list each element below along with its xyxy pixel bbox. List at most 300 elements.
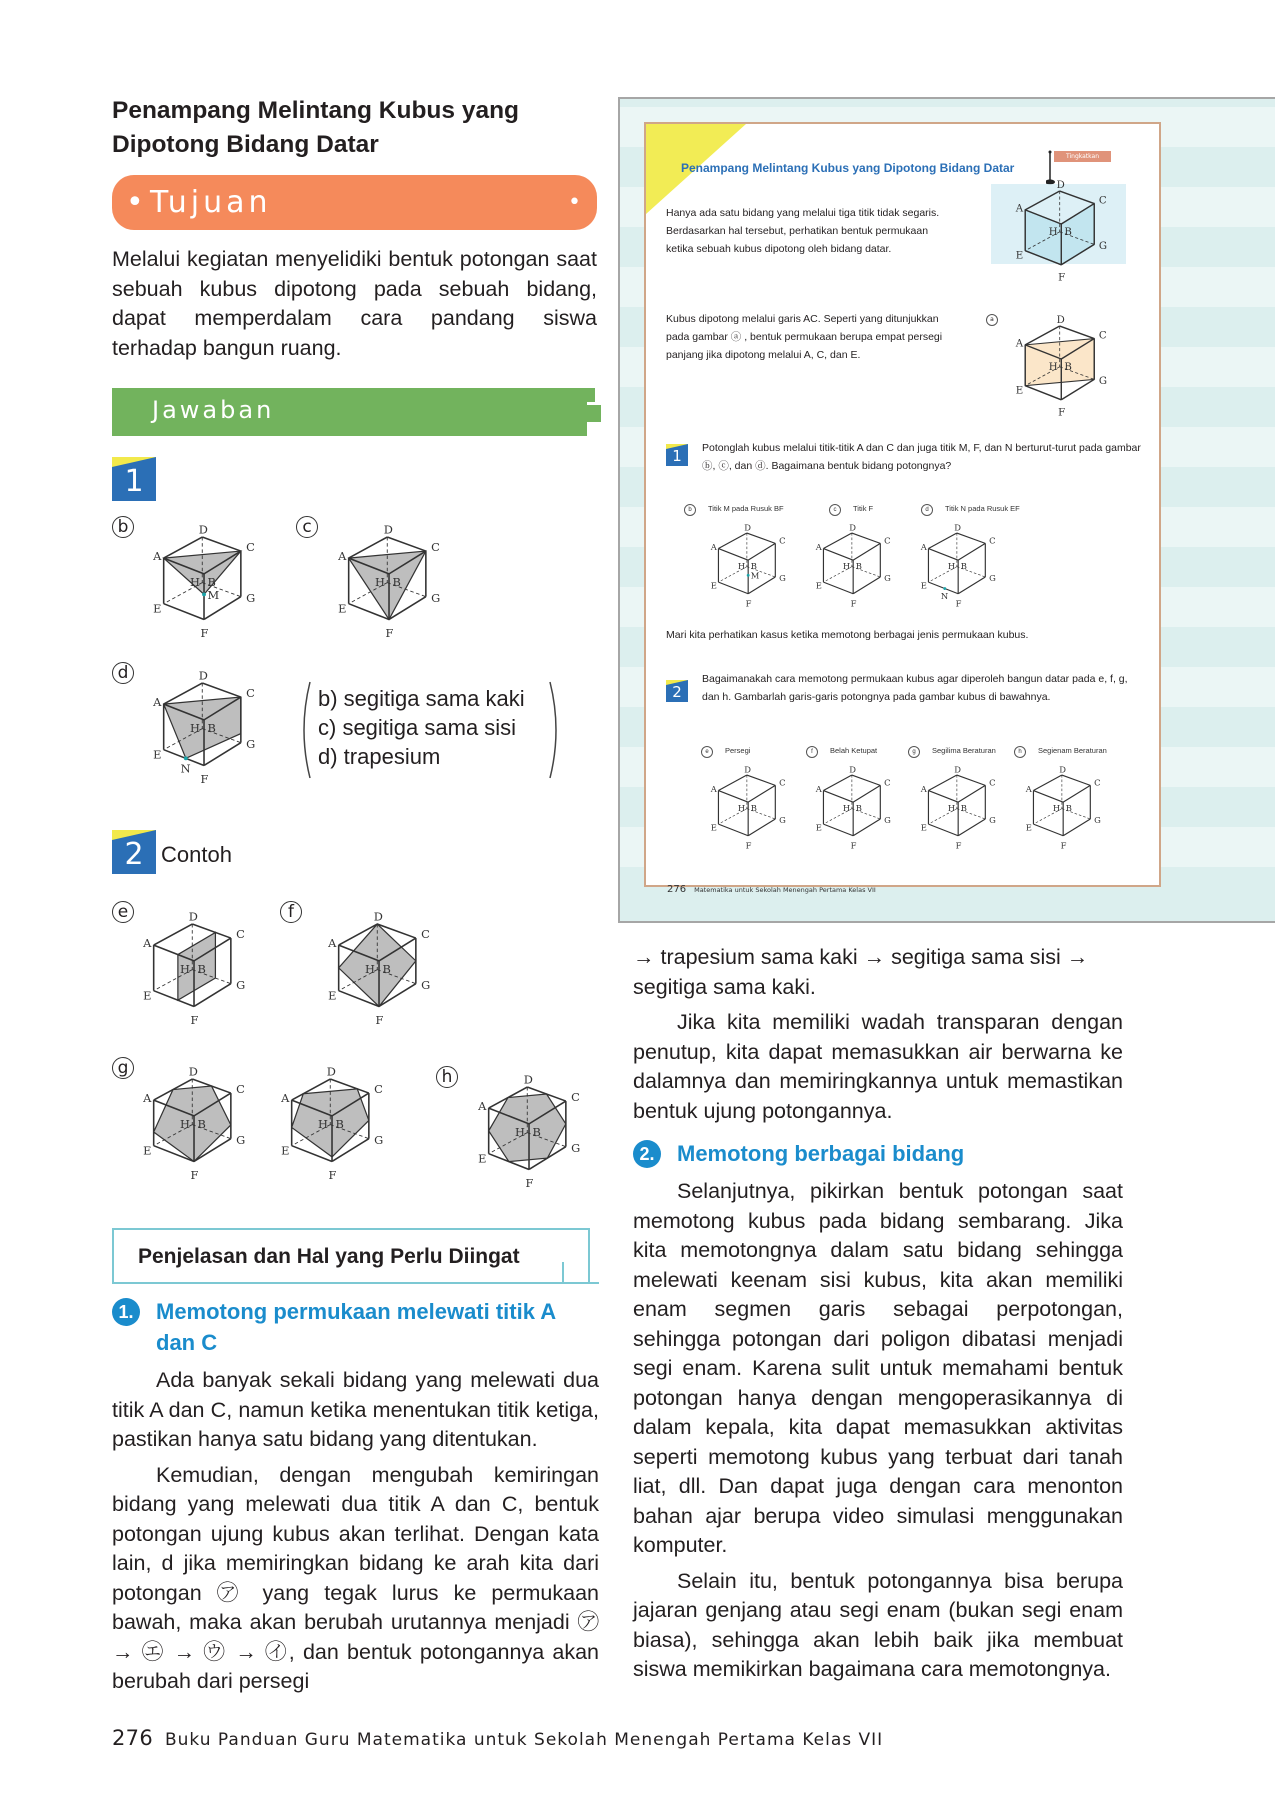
point-label-n: N <box>180 761 191 776</box>
vertex-label-g: G <box>571 1140 581 1155</box>
inset-footer-text: Matematika untuk Sekolah Menengah Pertama Kelas VII <box>694 886 876 894</box>
figure-label-h: h <box>436 1066 458 1088</box>
vertex-label-e: E <box>1015 385 1024 397</box>
vertex-label-g: G <box>421 977 431 992</box>
vertex-label-e: E <box>920 580 927 591</box>
cube-drawing <box>1004 309 1108 419</box>
cube-edge <box>202 683 241 697</box>
vertex-label-f: F <box>955 598 962 609</box>
vertex-label-b: B <box>1065 803 1072 814</box>
vertex-label-d: D <box>744 522 752 533</box>
vertex-label-a: A <box>281 1090 290 1105</box>
vertex-label-g: G <box>1098 241 1108 253</box>
vertex-label-c: C <box>779 535 786 546</box>
vertex-label-e: E <box>143 1143 152 1158</box>
caption-text: Titik N pada Rusuk EF <box>945 504 1020 513</box>
page-title: Penampang Melintang Kubus yang Dipotong Bidang Datar <box>112 97 520 158</box>
vertex-label-g: G <box>374 1132 384 1147</box>
vertex-label-h: H <box>1052 803 1061 814</box>
cube-edge <box>957 775 985 785</box>
vertex-label-h: H <box>737 803 746 814</box>
cube-edge <box>852 775 880 785</box>
vertex-label-c: C <box>989 777 996 788</box>
vertex-label-c: C <box>236 927 245 942</box>
cube-drawing <box>1004 174 1108 284</box>
cube-edge <box>852 533 880 543</box>
cube-edge <box>853 543 880 560</box>
vertex-label-e: E <box>281 1143 290 1158</box>
cube-figure-c <box>325 518 439 641</box>
cube-edge <box>747 533 775 543</box>
cube-edge <box>823 582 853 594</box>
section-1-heading <box>112 1296 599 1358</box>
vertex-label-f: F <box>1058 407 1066 419</box>
question-number-1 <box>112 457 156 501</box>
cross-section <box>349 551 426 619</box>
section-2-title: Memotong berbagai bidang <box>677 1141 965 1166</box>
vertex-label-h: H <box>947 803 956 814</box>
cube-drawing <box>465 1068 581 1191</box>
bracket-left <box>298 680 312 780</box>
cross-section <box>489 1094 566 1162</box>
vertex-label-b: B <box>382 962 391 977</box>
question-number-2 <box>112 830 156 874</box>
inset-footer <box>667 884 876 895</box>
vertex-label-a: A <box>478 1098 487 1113</box>
figure-label-g: g <box>112 1057 134 1079</box>
vertex-label-c: C <box>779 777 786 788</box>
cube-edge <box>928 533 956 549</box>
vertex-label-c: C <box>246 686 255 701</box>
cube-edge <box>1063 785 1090 802</box>
inset-caption-b <box>684 504 784 516</box>
vertex-label-g: G <box>431 590 441 605</box>
vertex-label-h: H <box>364 962 375 977</box>
cube-drawing <box>701 761 785 849</box>
vertex-label-e: E <box>710 580 717 591</box>
vertex-label-e: E <box>1015 250 1024 262</box>
inset-figure-label-a: a <box>986 314 998 326</box>
right-paragraph-2: Selanjutnya, pikirkan bentuk potongan saat memotong kubus pada bidang sembarang. Jika kita memotongnya dalam satu bidang sehingga melewati keenam sisi kubus, kita akan memiliki enam segmen garis sebagai perpotongan, sehingga potongan dari poligon dibatasi menjadi segi enam. Karena sulit untuk memahami bentuk potongan hanya dengan mengoperasikannya di dalam kepala, kita dapat memasukkan aktivitas seperti memotong kubus yang terbuat dari tanah liat, dll. Dan dapat juga dengan cara menonton bahan ajar berupa video simulasi menggunakan komputer. <box>633 1179 1123 1557</box>
vertex-label-h: H <box>374 575 385 590</box>
vertex-label-b: B <box>197 962 206 977</box>
vertex-label-c: C <box>571 1090 580 1105</box>
inset-question-1: Potonglah kubus melalui titik-titik A dan C dan juga titik M, F, dan N berturut-turut pada gambar ⓑ, ⓒ, dan ⓓ. Bagaimana bentuk bidang potongnya? <box>702 442 1141 472</box>
page-footer <box>112 1726 883 1750</box>
vertex-label-a: A <box>328 935 337 950</box>
cube-edge <box>1033 791 1063 803</box>
vertex-label-b: B <box>750 561 757 572</box>
inset-cube-photo <box>1004 174 1106 284</box>
inset-cube-e <box>701 761 785 853</box>
vertex-label-e: E <box>815 822 822 833</box>
vertex-label-g: G <box>884 814 891 825</box>
jawaban-banner <box>112 388 587 436</box>
inset-question-number-1 <box>666 444 688 466</box>
vertex-label-e: E <box>920 822 927 833</box>
vertex-label-h: H <box>179 1117 190 1132</box>
point-marker <box>943 587 946 590</box>
vertex-label-c: C <box>1094 777 1101 788</box>
figure-label-e: e <box>112 901 134 923</box>
answer-d: d) trapesium <box>318 744 441 769</box>
vertex-label-d: D <box>383 522 393 537</box>
vertex-label-d: D <box>849 764 857 775</box>
vertex-label-a: A <box>338 548 347 563</box>
right-paragraph-3: Selain itu, bentuk potongannya bisa berupa jajaran genjang atau segi enam (bukan segi enam biasa), sehingga akan lebih baik jika membuat siswa memikirkan bagaimana cara memotongnya. <box>633 1568 1123 1681</box>
vertex-label-g: G <box>1094 814 1101 825</box>
inset-cube-d <box>911 519 995 611</box>
cube-edge <box>823 533 851 549</box>
banner-decoration <box>587 388 595 402</box>
vertex-label-c: C <box>246 540 255 555</box>
inset-cube-b <box>701 519 785 611</box>
cube-edge <box>823 775 851 791</box>
vertex-label-a: A <box>1025 783 1032 794</box>
vertex-label-f: F <box>200 626 209 641</box>
vertex-label-e: E <box>815 580 822 591</box>
circle-label: d <box>921 504 933 516</box>
vertex-label-f: F <box>385 626 394 641</box>
vertex-label-g: G <box>989 572 996 583</box>
vertex-label-g: G <box>246 590 256 605</box>
vertex-label-b: B <box>1064 361 1072 373</box>
vertex-label-d: D <box>523 1072 533 1087</box>
banner-decoration <box>587 405 601 422</box>
cube-edge <box>748 785 775 802</box>
vertex-label-d: D <box>326 1064 336 1079</box>
cube-edge <box>958 785 985 802</box>
inset-question-2: Bagaimanakah cara memotong permukaan kubus agar diperoleh bangun datar pada e, f, g, dan h. Gambarlah garis-garis potongnya pada gambar kubus di bawahnya. <box>702 673 1128 703</box>
cube-drawing <box>130 905 246 1028</box>
vertex-label-f: F <box>850 840 857 851</box>
vertex-label-a: A <box>153 548 162 563</box>
cube-drawing <box>140 664 256 787</box>
point-label-m: M <box>207 587 220 602</box>
cube-edge <box>1060 326 1095 339</box>
inset-cube-f <box>806 761 890 853</box>
vertex-label-d: D <box>954 764 962 775</box>
vertex-label-g: G <box>246 736 256 751</box>
cube-drawing <box>140 518 256 641</box>
figure-label-c: c <box>296 516 318 538</box>
cube-drawing <box>315 905 431 1028</box>
vertex-label-d: D <box>198 522 208 537</box>
vertex-label-f: F <box>190 1168 199 1183</box>
vertex-label-c: C <box>431 540 440 555</box>
inset-caption-d <box>921 504 1020 516</box>
vertex-label-g: G <box>236 1132 246 1147</box>
vertex-label-f: F <box>525 1176 534 1191</box>
inset-cube-a <box>1004 309 1106 419</box>
figure-label-b: b <box>112 516 134 538</box>
caption-text: Persegi <box>725 746 751 755</box>
cube-figure-g-1 <box>130 1060 244 1183</box>
note-box-title: Penjelasan dan Hal yang Perlu Diingat <box>112 1228 590 1284</box>
cube-edge <box>718 775 746 791</box>
vertex-label-b: B <box>392 575 401 590</box>
vertex-label-a: A <box>815 783 822 794</box>
vertex-label-h: H <box>842 803 851 814</box>
answer-b: b) segitiga sama kaki <box>318 686 525 711</box>
inset-border <box>618 97 620 923</box>
inset-title: Penampang Melintang Kubus yang Dipotong Bidang Datar <box>681 161 1015 175</box>
answer-c: c) segitiga sama sisi <box>318 715 517 740</box>
vertex-label-h: H <box>189 721 200 736</box>
cube-edge <box>154 924 193 945</box>
cube-drawing <box>911 761 995 849</box>
cube-edge <box>718 791 748 803</box>
vertex-label-c: C <box>989 535 996 546</box>
vertex-label-h: H <box>514 1125 525 1140</box>
cube-figure-d <box>140 664 254 787</box>
vertex-label-b: B <box>207 575 216 590</box>
cube-edge <box>853 819 880 836</box>
vertex-label-f: F <box>745 840 752 851</box>
vertex-label-g: G <box>989 814 996 825</box>
cube-drawing <box>130 1060 246 1183</box>
vertex-label-f: F <box>745 598 752 609</box>
tujuan-label: Tujuan <box>150 185 272 220</box>
cube-edge <box>387 537 426 551</box>
vertex-label-h: H <box>179 962 190 977</box>
vertex-label-a: A <box>143 935 152 950</box>
student-book-page <box>644 122 1161 887</box>
vertex-label-e: E <box>153 747 162 762</box>
cube-edge <box>853 785 880 802</box>
circle-label: g <box>908 746 920 758</box>
vertex-label-f: F <box>955 840 962 851</box>
section-2-number: 2. <box>633 1140 661 1168</box>
section-1-paragraph-2: Kemudian, dengan mengubah kemiringan bidang yang melewati dua titik A dan C, bentuk potongan ujung kubus akan terlihat. Dengan kata lain, d jika memiringkan bidang ke arah kita dari potongan ㋐ yang tegak lurus ke permukaan bawah, maka akan berubah urutannya menjadi ㋐ → ㋓ → ㋒ → ㋑, dan bentuk potongannya akan berubah dari persegi <box>112 1462 599 1693</box>
cube-edge <box>958 543 985 560</box>
inset-border <box>618 921 1275 923</box>
vertex-label-d: D <box>954 522 962 533</box>
vertex-label-d: D <box>1059 764 1067 775</box>
section-2-heading <box>633 1138 1123 1169</box>
vertex-label-c: C <box>884 535 891 546</box>
cube-edge <box>202 537 241 551</box>
q-num: 2 <box>672 683 682 701</box>
tujuan-banner <box>112 175 597 230</box>
cube-edge <box>1063 819 1090 836</box>
inset-paragraph-1: Hanya ada satu bidang yang melalui tiga titik tidak segaris. Berdasarkan hal tersebut, perhatikan bentuk permukaan ketika sebuah kubus dipotong oleh bidang datar. <box>666 207 940 255</box>
figure-label-d: d <box>112 662 134 684</box>
point-label-n: N <box>940 590 949 601</box>
point-marker <box>202 592 206 596</box>
bullet-icon: • <box>568 190 585 215</box>
circle-label: b <box>684 504 696 516</box>
cube-edge <box>1025 191 1060 210</box>
vertex-label-h: H <box>317 1117 328 1132</box>
vertex-label-e: E <box>1025 822 1032 833</box>
inset-caption-e <box>701 746 750 758</box>
q1-number-text: 1 <box>124 464 144 499</box>
vertex-label-d: D <box>849 522 857 533</box>
vertex-label-b: B <box>335 1117 344 1132</box>
circle-label: h <box>1014 746 1026 758</box>
bracket-right <box>548 680 562 780</box>
contoh-label: Contoh <box>161 842 232 867</box>
divider <box>112 1282 599 1284</box>
vertex-label-b: B <box>750 803 757 814</box>
vertex-label-d: D <box>188 1064 198 1079</box>
cube-drawing <box>806 761 890 849</box>
inset-cube-h <box>1016 761 1100 853</box>
cube-edge <box>747 775 775 785</box>
cube-drawing <box>325 518 441 641</box>
inset-cube-g <box>911 761 995 853</box>
vertex-label-f: F <box>1058 272 1066 284</box>
vertex-label-h: H <box>842 561 851 572</box>
vertex-label-f: F <box>190 1013 199 1028</box>
vertex-label-d: D <box>744 764 752 775</box>
right-column <box>633 943 1123 1685</box>
level-badge: Tingkatkan <box>1054 151 1111 162</box>
section-1-number: 1. <box>112 1298 140 1326</box>
vertex-label-g: G <box>236 977 246 992</box>
vertex-label-d: D <box>1056 179 1065 191</box>
vertex-label-c: C <box>374 1082 383 1097</box>
vertex-label-e: E <box>338 601 347 616</box>
caption-text: Segilima Beraturan <box>932 746 996 755</box>
vertex-label-b: B <box>855 803 862 814</box>
right-paragraph-1: Jika kita memiliki wadah transparan dengan penutup, kita dapat memasukkan air berwarna ke dalamnya dan memiringkannya untuk memastikan bentuk ujung potongannya. <box>633 1010 1123 1123</box>
inset-page-number: 276 <box>667 884 687 895</box>
vertex-label-f: F <box>1060 840 1067 851</box>
cube-figure-b <box>140 518 254 641</box>
vertex-label-c: C <box>236 1082 245 1097</box>
vertex-label-b: B <box>855 561 862 572</box>
vertex-label-h: H <box>189 575 200 590</box>
cube-drawing <box>268 1060 384 1183</box>
vertex-label-c: C <box>421 927 430 942</box>
cube-edge <box>928 824 958 836</box>
vertex-label-a: A <box>815 541 822 552</box>
bullet-icon: • <box>126 185 148 220</box>
inset-paragraph-2: Kubus dipotong melalui garis AC. Seperti yang ditunjukkan pada gambar ⓐ , bentuk permukaan berupa empat persegi panjang jika dipotong melalui A, C, dan E. <box>666 313 943 361</box>
vertex-label-f: F <box>200 772 209 787</box>
cube-edge <box>748 543 775 560</box>
cube-edge <box>164 604 204 620</box>
cube-figure-e <box>130 905 244 1028</box>
point-label-m: M <box>750 570 760 581</box>
vertex-label-e: E <box>328 988 337 1003</box>
inset-middle-text: Mari kita perhatikan kasus ketika memotong berbagai jenis permukaan kubus. <box>666 629 1029 641</box>
q-num: 1 <box>672 447 682 465</box>
vertex-label-c: C <box>1098 330 1107 342</box>
cube-edge <box>718 582 748 594</box>
vertex-label-b: B <box>960 803 967 814</box>
caption-text: Titik F <box>853 504 874 513</box>
caption-text: Belah Ketupat <box>830 746 878 755</box>
vertex-label-h: H <box>737 561 746 572</box>
vertex-label-d: D <box>1056 314 1065 326</box>
circle-label: c <box>829 504 841 516</box>
cube-edge <box>928 775 956 791</box>
vertex-label-h: H <box>947 561 956 572</box>
vertex-label-a: A <box>920 783 927 794</box>
answer-list <box>318 684 525 771</box>
vertex-label-a: A <box>710 541 717 552</box>
vertex-label-a: A <box>710 783 717 794</box>
cube-edge <box>853 577 880 594</box>
point-marker <box>747 574 750 577</box>
cube-drawing <box>1016 761 1100 849</box>
cube-edge <box>928 549 958 561</box>
vertex-label-e: E <box>153 601 162 616</box>
cube-figure-g-2 <box>268 1060 382 1183</box>
vertex-label-g: G <box>884 572 891 583</box>
inset-caption-h <box>1014 746 1107 758</box>
point-marker <box>184 756 188 760</box>
vertex-label-g: G <box>779 572 786 583</box>
inset-caption-c <box>829 504 873 516</box>
cube-edge <box>718 533 746 549</box>
jawaban-label: Jawaban <box>152 396 275 424</box>
cube-drawing <box>806 519 890 607</box>
vertex-label-b: B <box>532 1125 541 1140</box>
vertex-label-a: A <box>143 1090 152 1105</box>
section-1 <box>112 1296 599 1697</box>
vertex-label-c: C <box>1098 195 1107 207</box>
figure-label-f: f <box>280 901 302 923</box>
caption-text: Segienam Beraturan <box>1038 746 1107 755</box>
section-1-title: Memotong permukaan melewati titik A dan C <box>156 1299 556 1355</box>
cube-edge <box>823 824 853 836</box>
vertex-label-b: B <box>1064 226 1072 238</box>
cube-edge <box>958 819 985 836</box>
vertex-label-d: D <box>198 668 208 683</box>
right-paragraph-0: → trapesium sama kaki → segitiga sama sisi → segitiga sama kaki. <box>633 945 1089 999</box>
footer-text: Buku Panduan Guru Matematika untuk Sekolah Menengah Pertama Kelas VII <box>164 1730 884 1750</box>
inset-caption-f <box>806 746 877 758</box>
inset-cube-c <box>806 519 890 611</box>
cube-drawing <box>701 519 785 607</box>
cube-edge <box>1062 775 1090 785</box>
cube-edge <box>1033 824 1063 836</box>
vertex-label-a: A <box>153 694 162 709</box>
vertex-label-a: A <box>1015 203 1024 215</box>
cube-edge <box>957 533 985 543</box>
vertex-label-a: A <box>1015 338 1024 350</box>
tujuan-text: Melalui kegiatan menyelidiki bentuk potongan saat sebuah kubus dipotong pada sebuah bidang, dapat memperdalam cara pandang siswa terhadap bangun ruang. <box>112 247 597 360</box>
cube-edge <box>823 549 853 561</box>
cube-edge <box>1060 191 1095 204</box>
cube-edge <box>748 819 775 836</box>
cube-edge <box>958 577 985 594</box>
cube-figure-h <box>465 1068 579 1191</box>
cube-figure-f <box>315 905 429 1028</box>
vertex-label-b: B <box>207 721 216 736</box>
cube-edge <box>718 824 748 836</box>
vertex-label-b: B <box>960 561 967 572</box>
vertex-label-a: A <box>920 541 927 552</box>
vertex-label-f: F <box>375 1013 384 1028</box>
cube-edge <box>928 791 958 803</box>
circle-label: f <box>806 746 818 758</box>
inset-caption-g <box>908 746 996 758</box>
vertex-label-d: D <box>188 909 198 924</box>
cube-drawing <box>911 519 995 607</box>
vertex-label-b: B <box>197 1117 206 1132</box>
vertex-label-g: G <box>779 814 786 825</box>
vertex-label-g: G <box>1098 376 1108 388</box>
cross-section <box>1025 204 1094 265</box>
inset-border <box>618 97 1275 99</box>
cube-edge <box>718 549 748 561</box>
vertex-label-e: E <box>710 822 717 833</box>
